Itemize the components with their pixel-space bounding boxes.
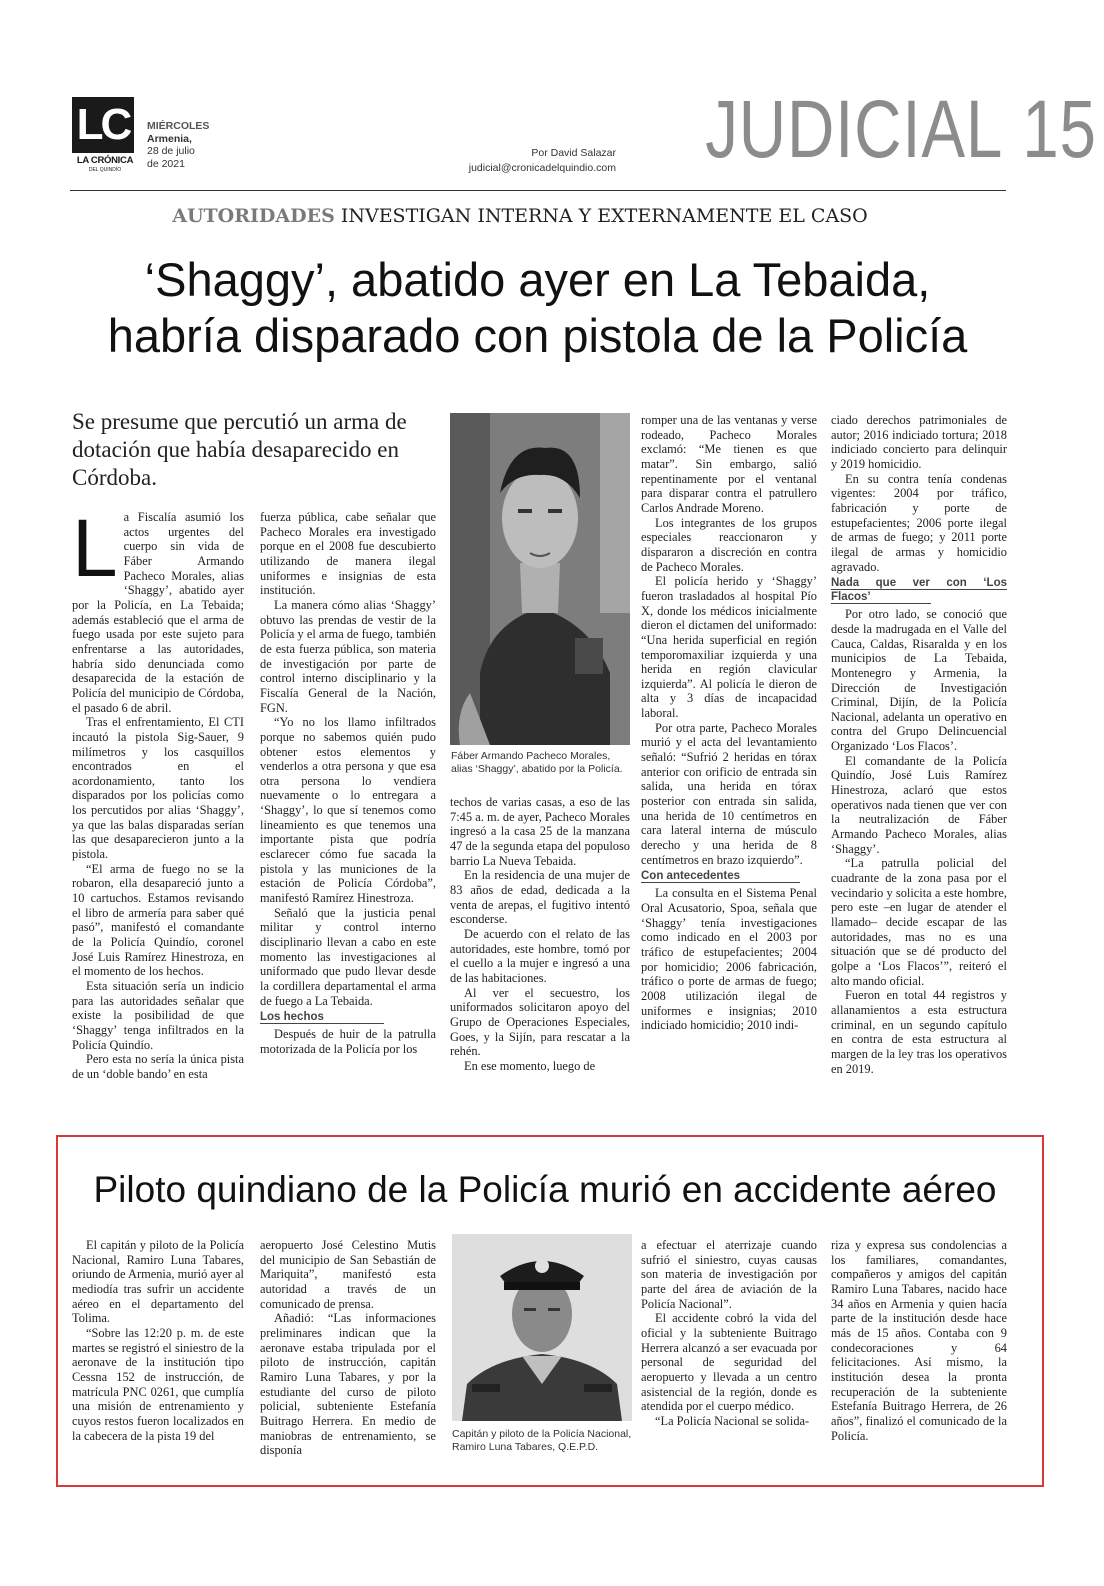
- article-paragraph: La manera cómo alias ‘Shaggy’ obtuvo las prendas de vestir de la Policía y el arma de fuego, también de esta fuerza pública, son materia de investigación por parte de control interno disciplinario y la Fiscalía General de la Nación, FGN.: [260, 597, 436, 715]
- article-paragraph: a efectuar el aterrizaje cuando sufrió el siniestro, cuyas causas son materia de investigación por parte del área de aviación de la Policía Nacional”.: [641, 1238, 817, 1311]
- article-headline: [50, 252, 1025, 364]
- article-paragraph: En ese momento, luego de: [464, 1058, 596, 1073]
- headline-line-1: ‘Shaggy’, abatido ayer en La Tebaida,: [144, 253, 931, 306]
- article-column-2: [260, 510, 436, 1115]
- article-paragraph: techos de varias casas, a eso de las 7:45 a. m. de ayer, Pacheco Morales ingresó a la casa 25 de la manzana 47 de la segunda etapa del populoso barrio La Nueva Tebaida.: [450, 795, 630, 868]
- pilot-photo: [452, 1234, 632, 1421]
- suspect-portrait-illustration: [450, 413, 630, 745]
- article-paragraph: romper una de las ventanas y verse rodeado, Pacheco Morales exclamó: “Me tienen es que matar”. Sin embargo, salió repentinamente por el ventanal para disparar contra el patrullero Carlos Andrade Moreno.: [641, 413, 817, 515]
- article-paragraph: ciado derechos patrimoniales de autor; 2016 indiciado tortura; 2018 indiciado concierto para delinquir y 2019 homicidio.: [831, 413, 1007, 471]
- kicker-text: INVESTIGAN INTERNA Y EXTERNAMENTE EL CASO: [334, 205, 868, 227]
- issue-city: Armenia,: [147, 132, 192, 145]
- article2-column-1: [72, 1238, 244, 1470]
- article-paragraph: [72, 510, 244, 715]
- article-paragraph: “Yo no los llamo infiltrados porque no sabemos quién pudo obtener estos elementos y venderlos a otra persona y que esa otra persona lo vendiera nuevamente o lo entregara a ‘Shaggy’, lo que sí tenemos como lineamiento es que tenemos una importante pista que podría esclarecer cómo fue sacada la pistola y las municiones de la estación de Policía Córdoba”, manifestó Ramírez Hinestroza.: [260, 715, 436, 906]
- pilot-portrait-illustration: [452, 1234, 632, 1421]
- subhead-text: Con antecedentes: [641, 870, 800, 883]
- page-number: 15: [1022, 84, 1097, 175]
- article-paragraph: fuerza pública, cabe señalar que Pacheco Morales era investigado porque en el 2008 fue descubierto utilizando de manera ilegal uniformes e insignias de esta institución.: [260, 510, 436, 598]
- subhead-los-hechos: [260, 1010, 436, 1024]
- article-paragraph: Tras el enfrentamiento, El CTI incautó la pistola Sig-Sauer, 9 milímetros y los casquillos encontrados en el acordonamiento, tanto los disparados por los policías como los percutidos por alias ‘Shaggy’, ya que las balas disparadas serían las que desaparecieron junto a la pistola.: [72, 715, 244, 862]
- article-paragraph: Por otro lado, se conoció que desde la madrugada en el Valle del Cauca, Caldas, Risaralda y en los municipios de La Tebaida, Montenegro y Armenia, la Dirección de Investigación Criminal, Dijín, de la Policía Nacional, adelanta un operativo en contra del Grupo Delincuencial Organizado ‘Los Flacos’.: [831, 607, 1007, 754]
- photo2-caption: Capitán y piloto de la Policía Nacional, Ramiro Luna Tabares, Q.E.P.D.: [452, 1428, 632, 1453]
- article-paragraph: “Sobre las 12:20 p. m. de este martes se registró el siniestro de la aeronave de la institución tipo Cessna 152 de instrucción, de matrícula PNC 0261, que cumplía una misión de entrenamiento y cuyos restos fueron localizados en la cabecera de la pista 19 del: [72, 1325, 244, 1443]
- photo-caption: Fáber Armando Pacheco Morales, alias ‘Shaggy’, abatido por la Policía.: [451, 750, 623, 775]
- section-header: [705, 80, 1097, 180]
- suspect-photo: [450, 413, 630, 745]
- article-paragraph: Pero esta no sería la única pista de un ‘doble bando’ en esta: [72, 1052, 244, 1081]
- article-paragraph: Por otra parte, Pacheco Morales murió y el acta del levantamiento señaló: “Sufrió 2 heridas en tórax anterior con orificio de entrada sin salida, una herida en tórax posterior con entrada sin salida, una herida de 10 centímetros en cara lateral interna de músculo derecho y una herida de 8 centímetros en brazo izquierdo”.: [641, 720, 817, 867]
- article2-column-3: [641, 1238, 817, 1470]
- subhead-con-antecedentes: [641, 869, 817, 883]
- article-paragraph: El policía herido y ‘Shaggy’ fueron trasladados al hospital Pío X, donde los médicos inicialmente dieron el dictamen del uniformado: “Una herida superficial en región temporomaxiliar izquierda y una herida en región clavicular izquierda”. Al policía le dieron de alta y 3 días de incapacidad laboral.: [641, 574, 817, 721]
- article-paragraph: Al ver el secuestro, los uniformados solicitaron apoyo del Grupo de Operaciones Especiales, Goes, y la Sijín, para rescatar a la rehén.: [450, 985, 630, 1059]
- section-name: JUDICIAL: [705, 84, 1004, 175]
- issue-date-line2: de 2021: [147, 157, 185, 170]
- issue-date-line1: 28 de julio: [147, 145, 195, 157]
- subhead-text: Nada que ver con ‘Los Flacos’: [831, 577, 1007, 604]
- article-paragraph: El accidente cobró la vida del oficial y la subteniente Buitrago Herrera alcanzó a ser evacuada por personal de seguridad del aeropuerto y llevada a un centro asistencial de la región, donde es atendida por el cuerpo médico.: [641, 1311, 817, 1414]
- drop-cap: L: [72, 510, 118, 594]
- article2-column-4: [831, 1238, 1007, 1470]
- article-paragraph: Esta situación sería un indicio para las autoridades señalar que existe la posibilidad de que ‘Shaggy’ tenga infiltrados en la Policía Quindío.: [72, 979, 244, 1052]
- byline: [420, 146, 616, 176]
- article-paragraph: El capitán y piloto de la Policía Nacional, Ramiro Luna Tabares, oriundo de Armenia, murió ayer al mediodía tras sufrir un accidente aéreo en el departamento del Tolima.: [72, 1238, 244, 1326]
- article-kicker: [70, 202, 970, 230]
- article-paragraph: “La patrulla policial del cuadrante de la zona pasa por el vecindario y solicita a este hombre, pero este –en lugar de atender el llamado– decide escapar de las autoridades, mas no es una situación que se dé producto del golpe a ‘Los Flacos’”, reiteró el alto mando oficial.: [831, 856, 1007, 988]
- article-paragraph: De acuerdo con el relato de las autoridades, este hombre, tomó por el cuello a la mujer e ingresó a una de las habitaciones.: [450, 926, 630, 985]
- byline-email: judicial@cronicadelquindio.com: [468, 162, 616, 174]
- article-paragraph: El comandante de la Policía Quindío, José Luis Ramírez Hinestroza, aclaró que estos operativos nada tienen que ver con la neutralización de Fáber Armando Pacheco Morales, alias ‘Shaggy’.: [831, 753, 1007, 856]
- header-rule: [70, 190, 1006, 191]
- article2-headline: Piloto quindiano de la Policía murió en accidente aéreo: [93, 1169, 997, 1210]
- article-paragraph: “El arma de fuego no se la robaron, ella desapareció junto a 10 cartuchos. Estamos revisando el libro de armería para saber qué pasó”, manifestó el comandante de la Policía Quindío, coronel José Luis Ramírez Hinestroza, en el momento de los hechos.: [72, 861, 244, 979]
- article-paragraph: Los integrantes de los grupos especiales reaccionaron y dispararon a discreción en contra de Pacheco Morales.: [641, 515, 817, 574]
- newspaper-name: LA CRÓNICA: [76, 155, 134, 166]
- article-paragraph: Añadió: “Las informaciones preliminares indican que la aeronave estaba tripulada por el piloto de instrucción, capitán Ramiro Luna Tabares, y por la estudiante del curso de piloto policial, subteniente Estefanía Buitrago Herrera. En medio de maniobras de entrenamiento, se disponía: [260, 1311, 436, 1458]
- article-paragraph-text: a Fiscalía asumió los actos urgentes del cuerpo sin vida de Fáber Armando Pacheco Morales, alias ‘Shaggy’, abatido ayer por la Policía, en La Tebaida; además estableció que el arma de fuego usada por este sujeto para enfrentarse a las autoridades, habría sido denunciada como desaparecida de la estación de Policía del municipio de Córdoba, el pasado 6 de abril.: [72, 510, 244, 715]
- article-paragraph: Después de huir de la patrulla motorizada de la Policía por los: [260, 1027, 436, 1056]
- article-column-5: [831, 413, 1007, 1115]
- issue-day: MIÉRCOLES: [147, 120, 210, 132]
- article-paragraph: Fueron en total 44 registros y allanamientos a esta estructura criminal, en un segundo capítulo en contra de esta estructura al margen de la ley tras los operativos en 2019.: [831, 988, 1007, 1076]
- article-paragraph: riza y expresa sus condolencias a los familiares, comandantes, compañeros y amigos del capitán Ramiro Luna Tabares, nacido hace 34 años en Armenia y quien hacía parte de la institución desde hace más de 15 años. Contaba con 9 condecoraciones y 64 felicitaciones. Así mismo, la institución desea la pronta recuperación de la subteniente Estefanía Buitrago Herrera, de 26 años”, finalizó el comunicado de la Policía.: [831, 1238, 1007, 1443]
- subhead-text: Los hechos: [260, 1011, 384, 1024]
- newspaper-name-sub: DEL QUINDÍO: [88, 167, 122, 173]
- article-paragraph: aeropuerto José Celestino Mutis del municipio de San Sebastián de Mariquita”, manifestó esta autoridad a través de un comunicado de prensa.: [260, 1238, 436, 1311]
- article-paragraph: En su contra tenía condenas vigentes: 2004 por tráfico, fabricación y porte de estupefacientes; 2006 porte ilegal de armas de fuego; y 2011 porte ilegal de armas y homicidio agravado.: [831, 471, 1007, 574]
- kicker-keyword: AUTORIDADES: [172, 205, 335, 227]
- article-paragraph: La consulta en el Sistema Penal Oral Acusatorio, Spoa, señala que ‘Shaggy’ tenía investigaciones como indicado en el 2003 por tráfico de estupefacientes; 2004 por homicidio; 2006 fabricación, tráfico o porte de armas de fuego; 2008 utilización ilegal de uniformes e insignias; 2010 indiciado homicidio; 2010 indi-: [641, 886, 817, 1033]
- headline-line-2: habría disparado con pistola de la Policía: [107, 309, 968, 362]
- subhead-los-flacos: [831, 576, 1007, 604]
- article-deck: Se presume que percutió un arma de dotación que había desaparecido en Córdoba.: [72, 409, 407, 490]
- article-paragraph: “La Policía Nacional se solida-: [655, 1413, 810, 1428]
- issue-date: [147, 120, 209, 170]
- article2-column-2: [260, 1238, 436, 1470]
- article-paragraph: En la residencia de una mujer de 83 años de edad, dedicada a la venta de arepas, el fugitivo intentó esconderse.: [450, 868, 630, 927]
- article-column-3: [450, 795, 630, 1115]
- newspaper-logo: LC: [72, 97, 134, 153]
- article-paragraph: Señaló que la justicia penal militar y control interno disciplinario llevan a cabo en este momento las investigaciones al uniformado que pudo llevar desde la cordillera departamental el arma de fuego a La Tebaida.: [260, 905, 436, 1008]
- article-column-1: [72, 510, 244, 1115]
- byline-author: Por David Salazar: [531, 147, 616, 159]
- article-column-4: [641, 413, 817, 1115]
